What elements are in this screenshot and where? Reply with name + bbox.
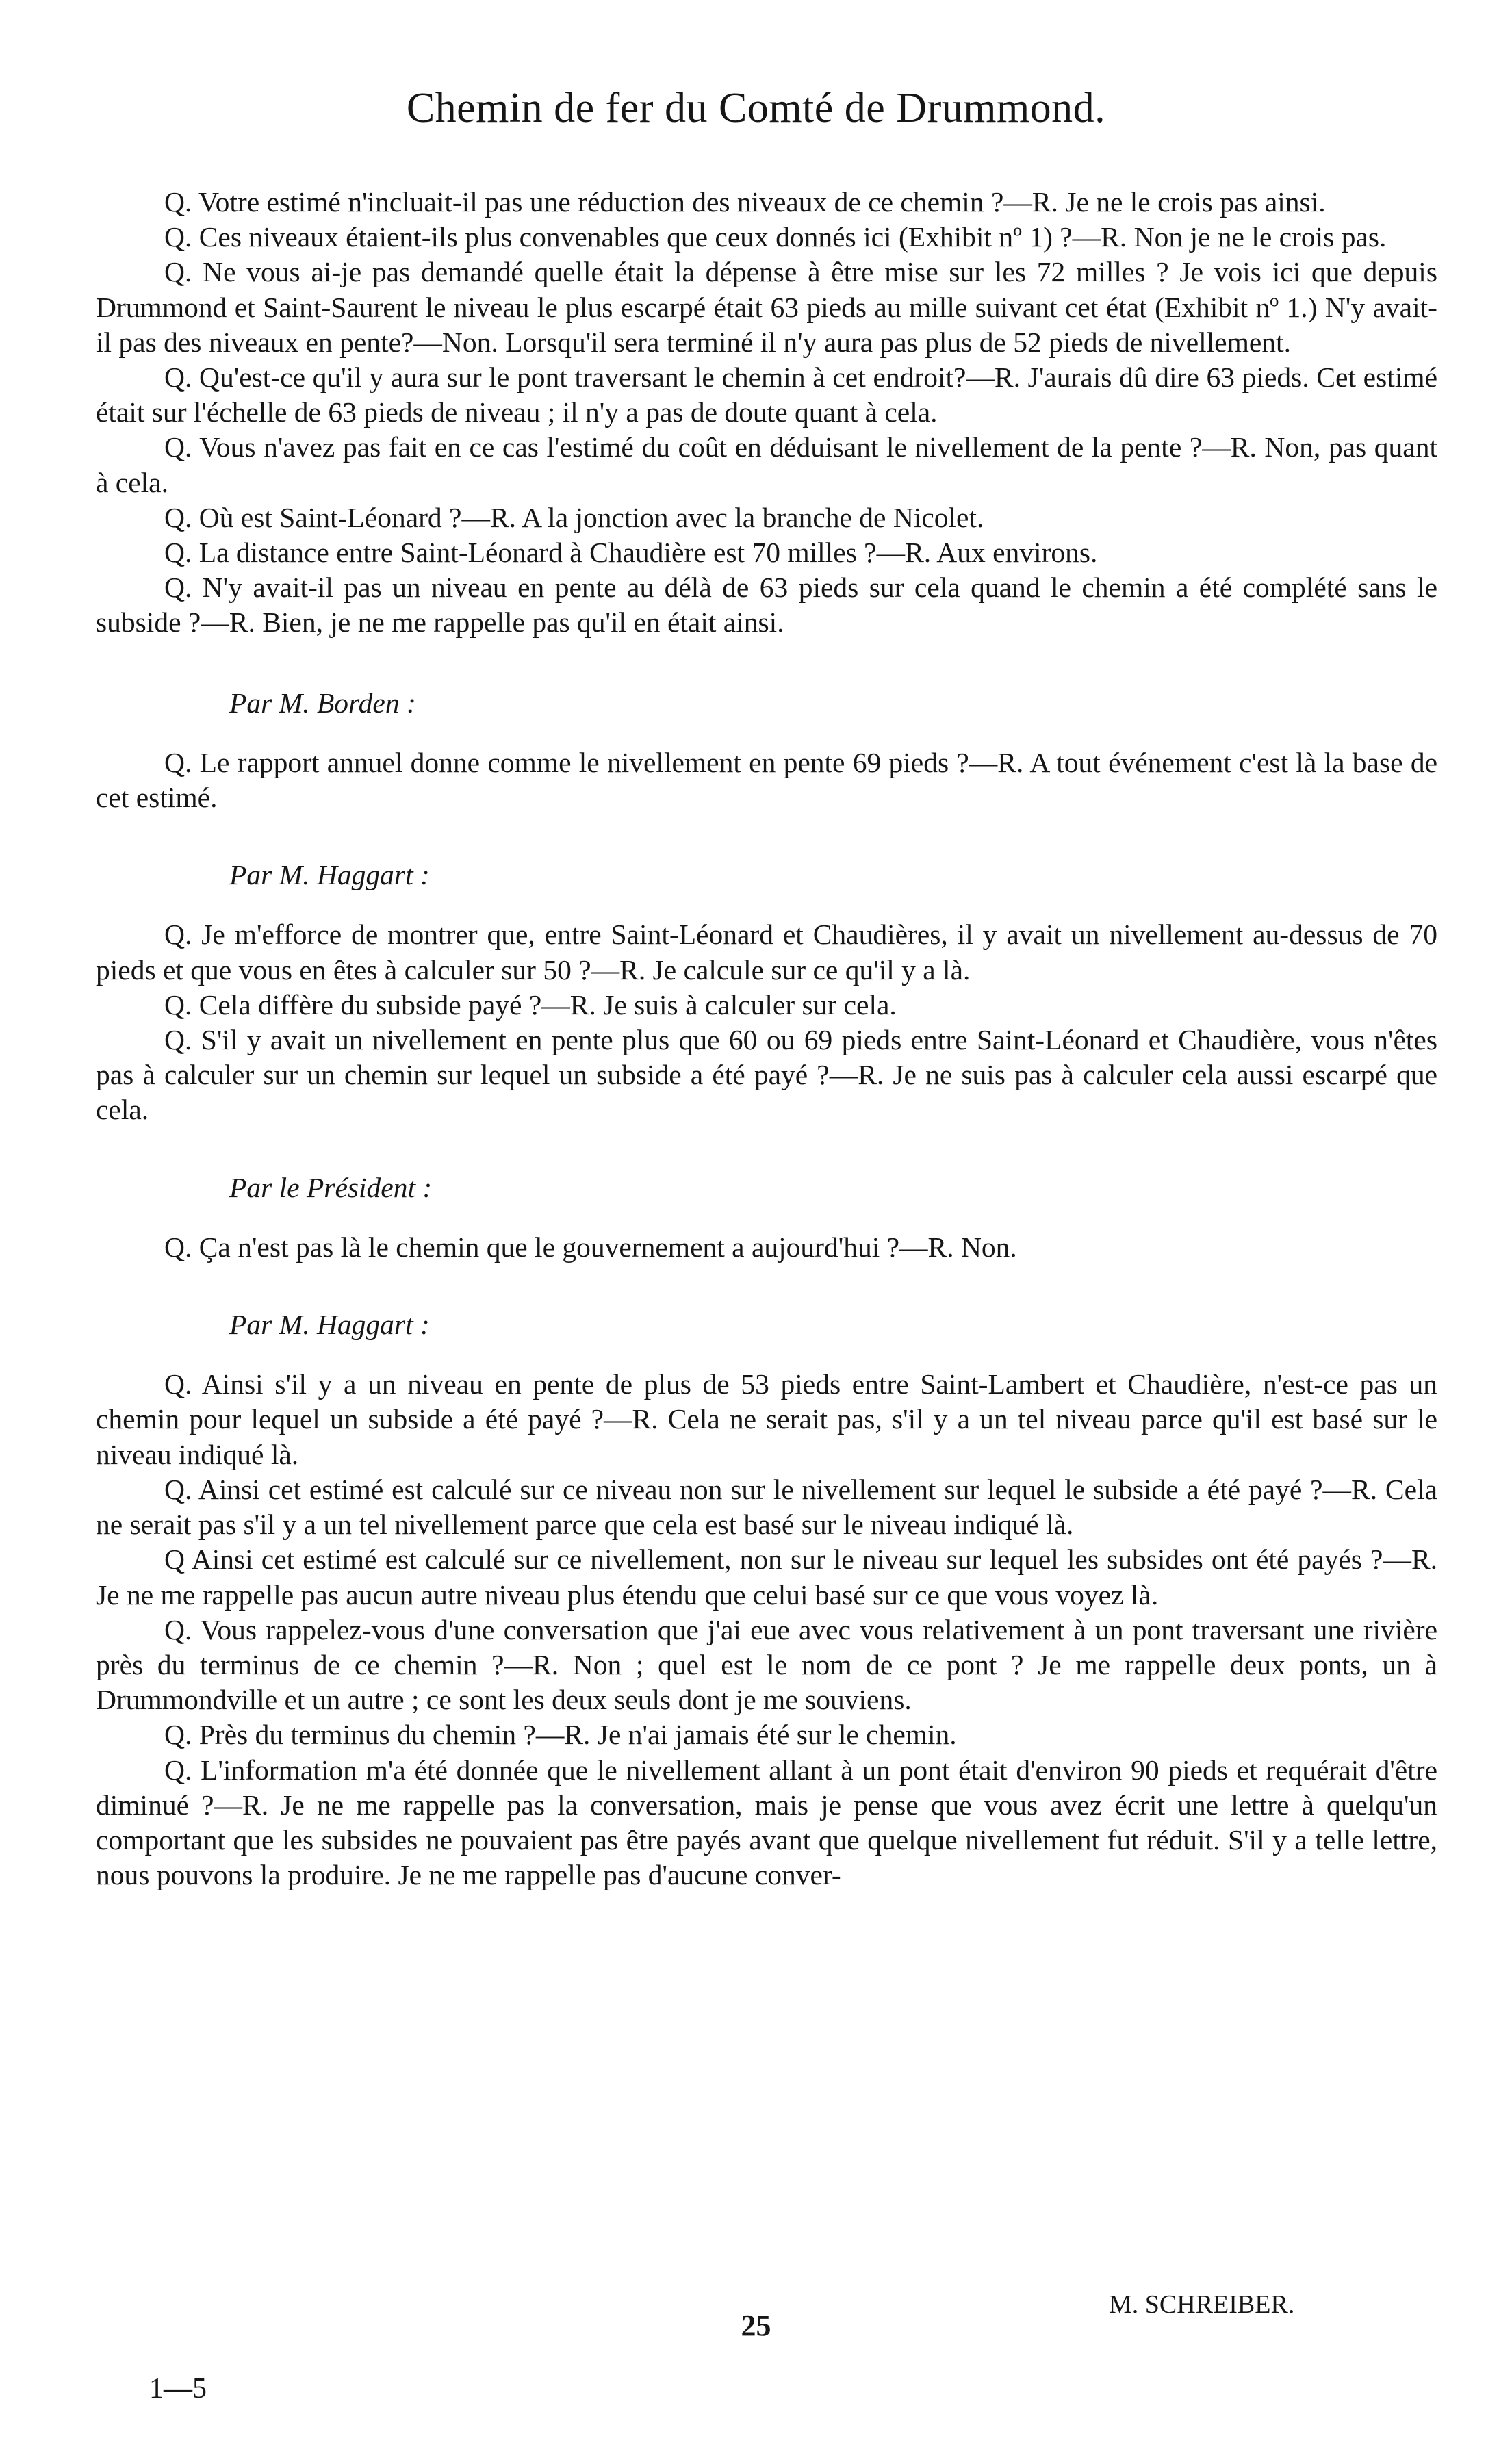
testimony-paragraph: Q. Vous rappelez-vous d'une conversation que j'ai eue avec vous relativement à un pont traversant une rivière près du terminus de ce chemin ?—R. Non ; quel est le nom de ce pont ? Je me rappelle deux ponts, un à Drummondville et un autre ; ce sont les deux seuls dont je me souviens. bbox=[96, 1613, 1437, 1716]
testimony-paragraph: Q. Ne vous ai-je pas demandé quelle était la dépense à être mise sur les 72 milles ? Je vois ici que depuis Drummond et Saint-Saurent le niveau le plus escarpé était 63 pieds au mille suivant cet état (Exhibit nº 1.) N'y avait-il pas des niveaux en pente?—Non. Lorsqu'il sera terminé il n'y aura pas plus de 52 pieds de nivellement. bbox=[96, 256, 1437, 358]
testimony-section-5 bbox=[96, 1307, 1437, 1893]
testimony-section-4 bbox=[96, 1170, 1437, 1265]
testimony-paragraph: Q. Ces niveaux étaient-ils plus convenables que ceux donnés ici (Exhibit nº 1) ?—R. Non je ne le crois pas. bbox=[164, 221, 1387, 253]
testimony-paragraph: Q. Ainsi s'il y a un niveau en pente de plus de 53 pieds entre Saint-Lambert et Chaudière, n'est-ce pas un chemin pour lequel un subside a été payé ?—R. Cela ne serait pas, s'il y a un tel niveau parce qu'il est basé sur le niveau indiqué là. bbox=[96, 1368, 1437, 1470]
testimony-paragraph: Q. Je m'efforce de montrer que, entre Saint-Léonard et Chaudières, il y avait un nivellement au-dessus de 70 pieds et que vous en êtes à calculer sur 50 ?—R. Je calcule sur ce qu'il y a là. bbox=[96, 919, 1437, 986]
page-body bbox=[96, 185, 1437, 1893]
page-title: Chemin de fer du Comté de Drummond. bbox=[406, 85, 1106, 131]
speaker-heading: Par M. Haggart : bbox=[229, 1309, 430, 1341]
testimony-paragraph: Q. L'information m'a été donnée que le nivellement allant à un pont était d'environ 90 pieds et requérait d'être diminué ?—R. Je ne me rappelle pas la conversation, mais je pense que vous avez écrit une lettre à quelqu'un comportant que les subsides ne pouvaient pas être payés avant que quelque nivellement fut réduit. S'il y a telle lettre, nous pouvons la produire. Je ne me rappelle pas d'aucune conver- bbox=[96, 1754, 1437, 1891]
testimony-section-1 bbox=[96, 185, 1437, 641]
testimony-paragraph: Q. Où est Saint-Léonard ?—R. A la jonction avec la branche de Nicolet. bbox=[164, 501, 984, 533]
testimony-paragraph: Q. Vous n'avez pas fait en ce cas l'estimé du coût en déduisant le nivellement de la pente ?—R. Non, pas quant à cela. bbox=[96, 431, 1437, 498]
testimony-paragraph: Q Ainsi cet estimé est calculé sur ce nivellement, non sur le niveau sur lequel les subsides ont été payés ?—R. Je ne me rappelle pas aucun autre niveau plus étendu que celui basé sur ce que vous voyez là. bbox=[96, 1543, 1437, 1611]
page-number: 25 bbox=[741, 2309, 771, 2342]
testimony-paragraph: Q. Qu'est-ce qu'il y aura sur le pont traversant le chemin à cet endroit?—R. J'aurais dû dire 63 pieds. Cet estimé était sur l'échelle de 63 pieds de niveau ; il n'y a pas de doute quant à cela. bbox=[96, 361, 1437, 428]
testimony-section-2 bbox=[96, 686, 1437, 816]
speaker-heading: Par M. Borden : bbox=[229, 687, 416, 719]
witness-signature: M. SCHREIBER. bbox=[1109, 2290, 1295, 2319]
signature-mark: 1—5 bbox=[149, 2373, 207, 2405]
testimony-paragraph: Q. S'il y avait un nivellement en pente plus que 60 ou 69 pieds entre Saint-Léonard et Chaudière, vous n'êtes pas à calculer sur un chemin sur lequel un subside a été payé ?—R. Je ne suis pas à calculer cela aussi escarpé que cela. bbox=[96, 1024, 1437, 1126]
speaker-heading: Par M. Haggart : bbox=[229, 859, 430, 891]
testimony-paragraph: Q. Votre estimé n'incluait-il pas une réduction des niveaux de ce chemin ?—R. Je ne le crois pas ainsi. bbox=[164, 186, 1326, 218]
testimony-paragraph: Q. Ça n'est pas là le chemin que le gouvernement a aujourd'hui ?—R. Non. bbox=[164, 1231, 1017, 1263]
testimony-paragraph: Q. La distance entre Saint-Léonard à Chaudière est 70 milles ?—R. Aux environs. bbox=[164, 537, 1098, 569]
testimony-paragraph: Q. N'y avait-il pas un niveau en pente au délà de 63 pieds sur cela quand le chemin a été complété sans le subside ?—R. Bien, je ne me rappelle pas qu'il en était ainsi. bbox=[96, 572, 1437, 639]
testimony-paragraph: Q. Le rapport annuel donne comme le nivellement en pente 69 pieds ?—R. A tout événement c'est là la base de cet estimé. bbox=[96, 746, 1437, 814]
speaker-heading: Par le Président : bbox=[229, 1171, 433, 1203]
testimony-section-3 bbox=[96, 858, 1437, 1127]
testimony-paragraph: Q. Cela diffère du subside payé ?—R. Je suis à calculer sur cela. bbox=[164, 988, 897, 1021]
testimony-paragraph: Q. Ainsi cet estimé est calculé sur ce niveau non sur le nivellement sur lequel le subside a été payé ?—R. Cela ne serait pas s'il y a un tel nivellement parce que cela est basé sur le niveau indiqué là. bbox=[96, 1473, 1437, 1541]
testimony-paragraph: Q. Près du terminus du chemin ?—R. Je n'ai jamais été sur le chemin. bbox=[164, 1719, 957, 1751]
